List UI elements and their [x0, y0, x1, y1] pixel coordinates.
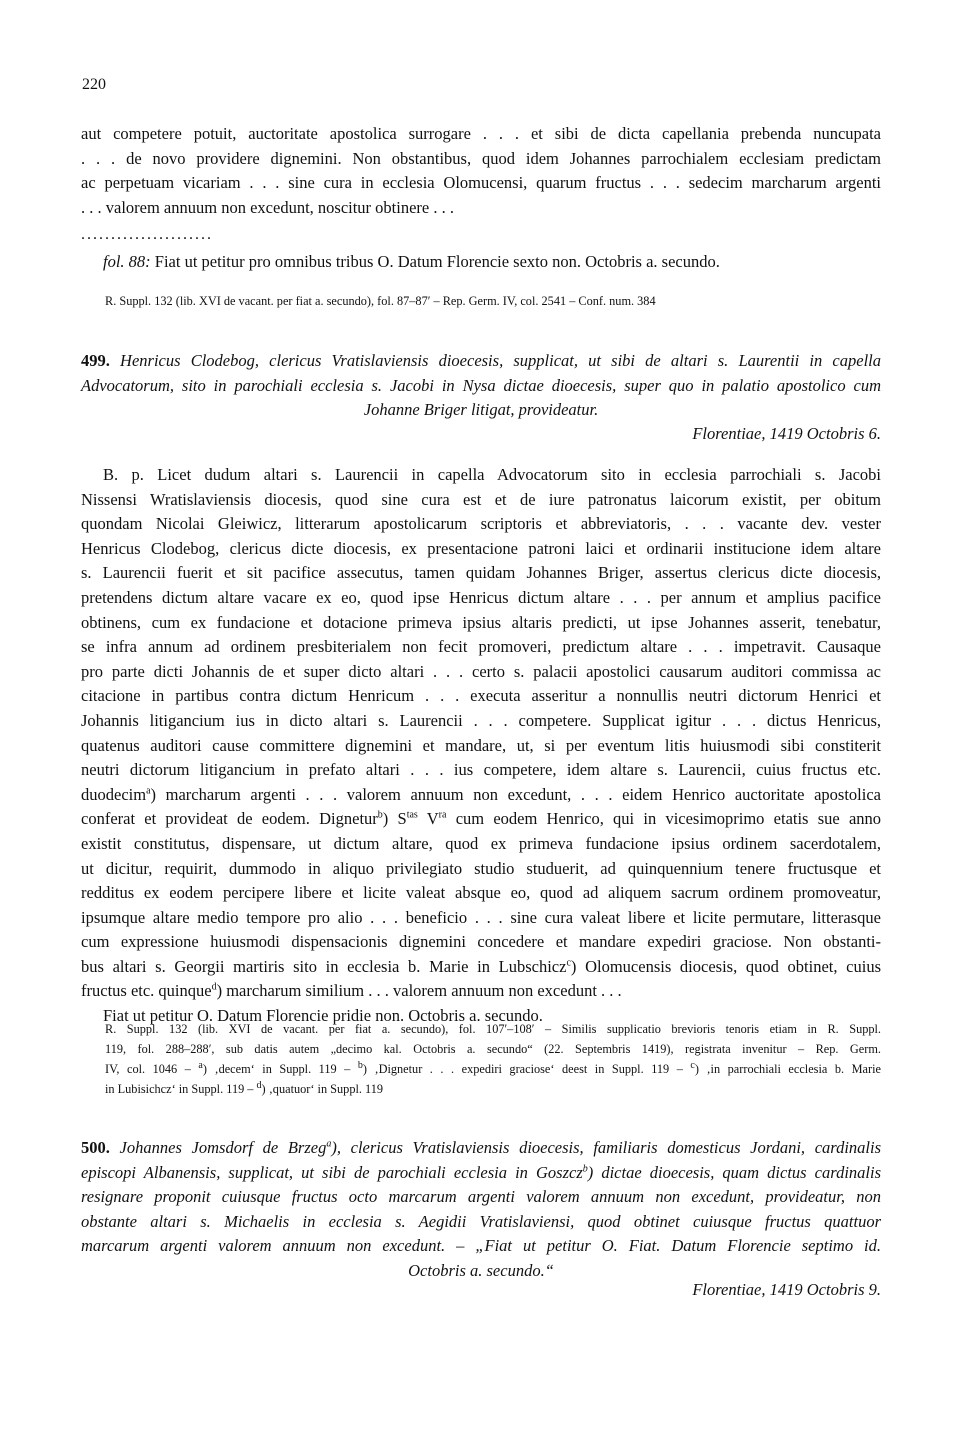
- entry-499-body: [81, 463, 881, 1029]
- summary-line: resignare proponit cuiusque fructus octo marcarum argenti valorem annuum non excedunt, provideatur, non: [81, 1187, 881, 1207]
- entry-number: 499.: [81, 351, 110, 370]
- text-line: neutri dictorum litigancium in prefato altari . . . ius competere, idem altare s. Laurencii, cuius fructus etc.: [81, 760, 881, 780]
- fol-label: fol. 88:: [103, 252, 151, 271]
- text-line: ipsumque altare medio tempore pro alio . . . beneficio . . . sine cura valeat libere et licite permutare, litterasque: [81, 907, 881, 927]
- summary-line: Advocatorum, sito in parochiali ecclesia s. Jacobi in Nysa dictae dioecesis, super quo in palatio apostolico cum: [81, 375, 881, 395]
- entry-499-source-note: R. Suppl. 132 (lib. XVI de vacant. per fiat a. secundo), fol. 107′–108′ – Similis supplicatio brevioris tenoris etiam in R. Suppl. 119, fol. 288–288′, sub datis autem „decimo kal. Octobris a. secundo“ (22. Septembris 1419), registrata invenitur – Rep. Germ. IV, col. 1046 – $^a$) ‚decem‘ in Suppl. 119 – $^b$) ‚Dignetur . . . expediri graciose‘ deest in Suppl. 119 – $^c$) ‚in parrochiali ecclesia b. Marie in Lubisichcz‘ in Suppl. 119 – $^d$) ‚quatuor‘ in Suppl. 119: [105, 1022, 881, 1096]
- fol-line: [103, 250, 881, 275]
- fiat-line: Fiat ut petitur O. Datum Florencie pridie non. Octobris a. secundo.: [103, 1006, 543, 1026]
- continuation-text: [81, 122, 881, 220]
- text-line: citacione in partibus contra dictum Henricum . . . executa asseritur a nonnullis neutri dictorum Henrici et: [81, 686, 881, 706]
- page-number: 220: [82, 76, 106, 93]
- text-line: . . . de novo providere dignemini. Non obstantibus, quod idem Johannes parrochialem ecclesiam predictam: [81, 148, 881, 168]
- text-line: cum expressione huiusmodi dispensacionis dignemini concedere et mandare expediri graciose. Non obstanti-: [81, 932, 881, 952]
- fol-text: Fiat ut petitur pro omnibus tribus O. Datum Florencie sexto non. Octobris a. secundo.: [154, 252, 720, 271]
- text-line: B. p. Licet dudum altari s. Laurencii in capella Advocatorum sito in ecclesia parrochiali s. Jacobi: [103, 465, 881, 484]
- text-line: Johannis litigancium ius in dicto altari s. Laurencii . . . competere. Supplicat igitur . . . dictus Henricus,: [81, 710, 881, 730]
- entry-499-summary: [81, 349, 881, 423]
- text-line: existit constitutus, dispensare, ut dictum altare, quod ex primeva fundacione ipsius ordinem sacerdotalem,: [81, 833, 881, 853]
- summary-line: Octobris a. secundo.“: [408, 1260, 554, 1280]
- text-line: ac perpetuam vicariam . . . sine cura in ecclesia Olomucensi, quarum fructus . . . sedecim marcharum argenti: [81, 173, 881, 193]
- entry-500-dateline: Florentiae, 1419 Octobris 9.: [692, 1280, 881, 1299]
- summary-line: Johanne Briger litigat, provideatur.: [363, 400, 599, 420]
- text-line: pretendens dictum altare vacare ex eo, quod ipse Henricus dictum altare . . . per annum et amplius pacifice: [81, 587, 881, 607]
- text-line: quatenus auditori cause committere dignemini et mandare, ut, si per eventum litis huiusmodi sibi constiterit: [81, 735, 881, 755]
- text-line: conferat et provideat de eodem. Dignetur$^b$) $S^{tas}$ $V^{ra}$ cum eodem Henrico, qui in vicesimoprimo etatis sue anno: [81, 809, 882, 829]
- entry-500-summary: 500. Johannes Jomsdorf de Brzeg$^a$), clericus Vratislaviensis dioecesis, familiaris domesticus Jordani, cardinalis episcopi Albanensis, supplicat, ut sibi de parochiali ecclesia in Goszcz$^b$) dictae dioecesis, quam dictus cardinalis resignare proponit cuiusque fructus octo marcarum argenti valorem annuum non excedunt, provideatur, non obstante altari s. Michaelis in ecclesia s. Aegidii Vratislaviensi, quod obtinet cuiusque fructus quattuor marcarum argenti valorem annuum non excedunt. – „Fiat ut petitur O. Fiat. Datum Florencie septimo id. Octobris a. secundo.“: [81, 1136, 881, 1284]
- summary-line: obstante altari s. Michaelis in ecclesia s. Aegidii Vratislaviensi, quod obtinet cuiusque fructus quattuor: [81, 1211, 881, 1231]
- text-line: redditus ex eodem percipere libere et licite valeat absque eo, quod ad aliquem sacrum ordinem promoveatur,: [81, 883, 881, 903]
- text-line: se infra annum ad ordinem presbiterialem non fecit promoveri, predictum altare . . . impetravit. Causaque: [81, 637, 881, 657]
- text-line: . . . valorem annuum non excedunt, noscitur obtinere . . .: [81, 197, 454, 217]
- text-line: ut dicitur, requirit, dummodo in aliquo privilegiato studio studuerit, ad quinquennium tenere fructusque et: [81, 858, 881, 878]
- ellipsis-dots: ......................: [81, 226, 213, 243]
- text-line: quondam Nicolai Gleiwicz, litterarum apostolicarum scriptoris et abbreviatoris, . . . vacante dev. vester: [81, 514, 881, 534]
- text-line: aut competere potuit, auctoritate apostolica surrogare . . . et sibi de dicta capellania prebenda nuncupata: [81, 124, 881, 143]
- text-line: bus altari s. Georgii martiris sito in ecclesia b. Marie in Lubschicz$^c$) Olomucensis diocesis, quod obtinet, cuius: [81, 956, 881, 976]
- text-line: fructus etc. quinque$^d$) marcharum similium . . . valorem annuum non excedunt . . .: [81, 981, 622, 1001]
- entry-number: 500.: [81, 1138, 110, 1157]
- text-line: obtinens, cum ex fundacione et dotacione primeva ipsius altaris predicti, ut ipse Johannes asserit, tenebatur,: [81, 612, 881, 632]
- text-line: Henricus Clodebog, clericus dicte diocesis, ex presentacione patroni laici et ordinarii institucione idem altare: [81, 538, 881, 558]
- text-line: duodecim$^a$) marcharum argenti . . . valorem annuum non excedunt, . . . eidem Henrico auctoritate apostolica: [81, 784, 881, 804]
- source-note: R. Suppl. 132 (lib. XVI de vacant. per fiat a. secundo), fol. 87–87′ – Rep. Germ. IV, col. 2541 – Conf. num. 384: [105, 294, 656, 308]
- summary-line: Henricus Clodebog, clericus Vratislaviensis dioecesis, supplicat, ut sibi de altari s. Laurentii in capella: [120, 351, 881, 370]
- text-line: pro parte dicti Johannis de et super dicto altari . . . certo s. palacii apostolici causarum auditori commissa ac: [81, 661, 881, 681]
- text-line: Nissensi Wratislaviensis diocesis, quod sine cura est et de iure patronatus laicorum existit, per obitum: [81, 489, 881, 509]
- summary-line: marcarum argenti valorem annuum non excedunt. – „Fiat ut petitur O. Fiat. Datum Florencie septimo id.: [81, 1236, 881, 1256]
- text-line: s. Laurencii fuerit et sit pacifice assecutus, tamen quidam Johannes Briger, assertus clericus dicte diocesis,: [81, 563, 881, 583]
- entry-499-dateline: Florentiae, 1419 Octobris 6.: [692, 424, 881, 443]
